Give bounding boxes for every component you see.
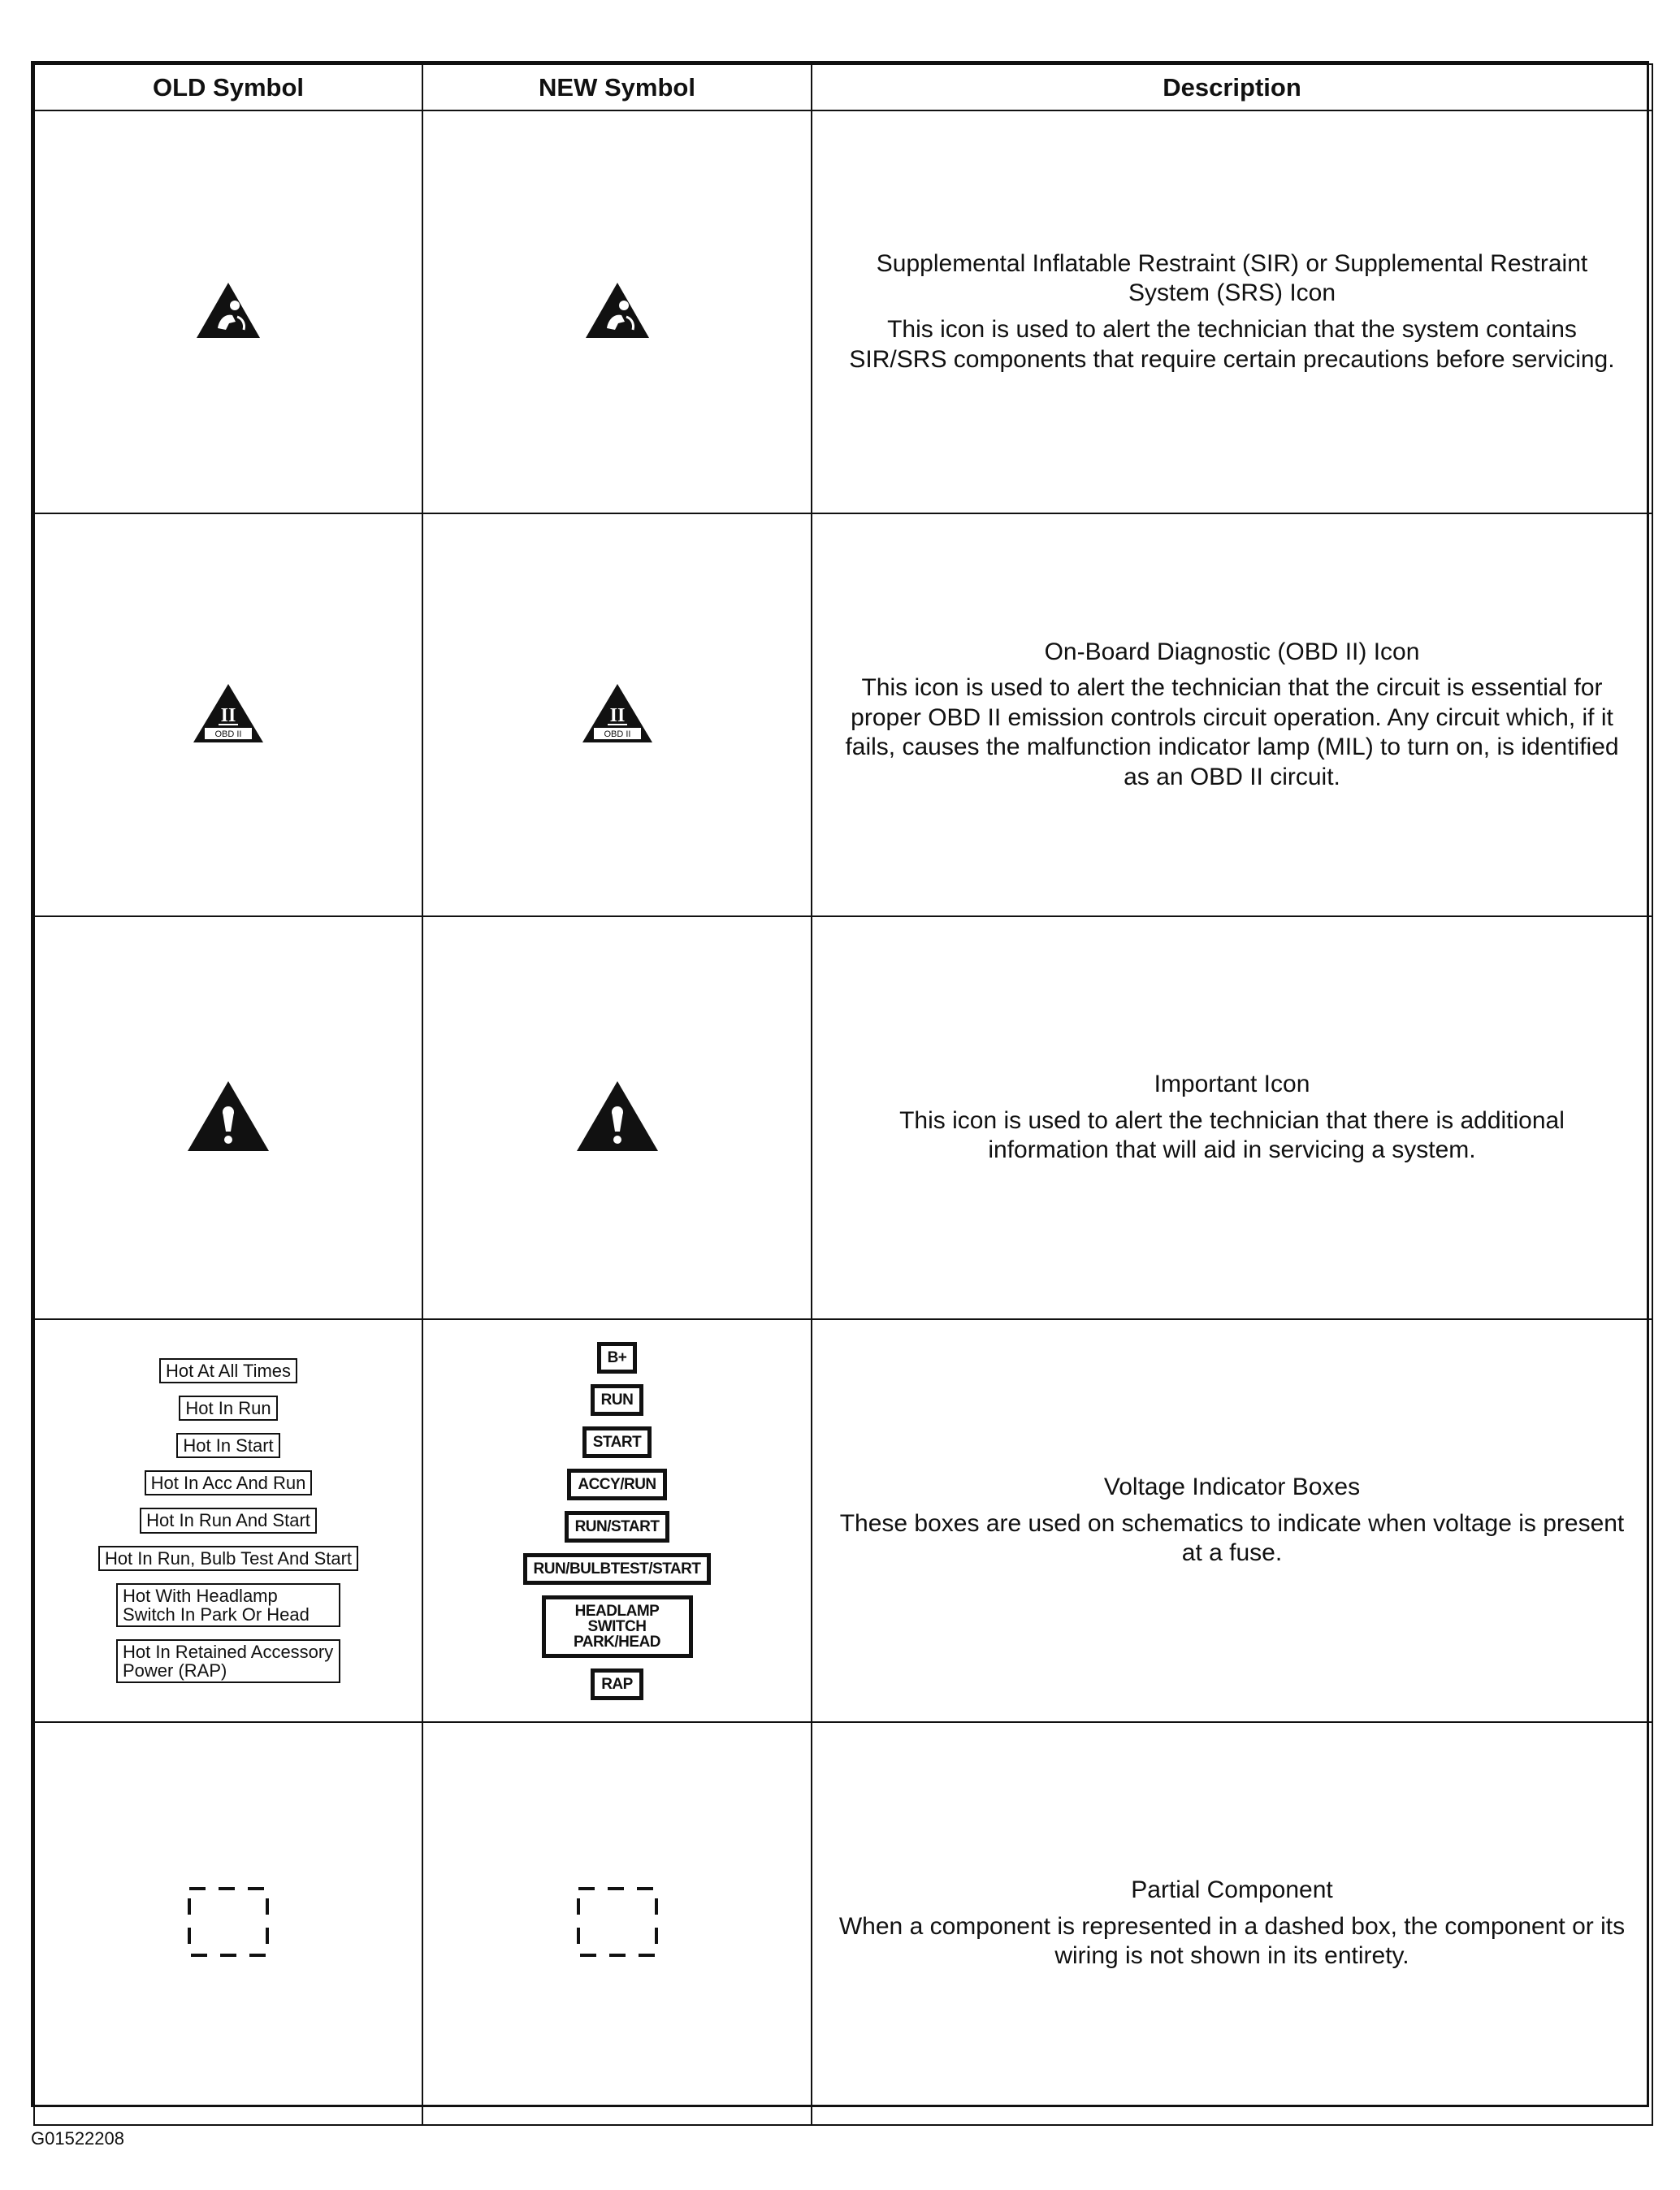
- old-symbol-cell: [34, 513, 422, 916]
- voltage-box-old: Hot In Retained Accessory Power (RAP): [116, 1639, 340, 1683]
- description-body: This icon is used to alert the technician that the circuit is essential for proper OBD II emission controls circuit operation. Any circuit which, if it fails, causes the malfunction indicator lamp (MIL) to turn on, is identified as an OBD II circuit.: [845, 674, 1619, 790]
- table-header-row: [34, 64, 1652, 110]
- description-body: This icon is used to alert the technician that there is additional information that will aid in servicing a system.: [899, 1106, 1565, 1164]
- voltage-box-old: Hot In Run, Bulb Test And Start: [98, 1546, 358, 1571]
- airbag-warning-triangle-icon: [195, 281, 262, 344]
- table-row: [34, 110, 1652, 513]
- header-description: Description: [812, 64, 1652, 110]
- new-voltage-box-list: [423, 1338, 811, 1704]
- voltage-box-new: B+: [597, 1342, 638, 1374]
- voltage-box-old: Hot At All Times: [159, 1358, 297, 1383]
- obd-ii-triangle-icon: [192, 682, 265, 748]
- voltage-box-old: Hot In Start: [176, 1433, 279, 1458]
- voltage-box-new: RUN/BULBTEST/START: [523, 1553, 712, 1585]
- new-symbol-cell: [422, 1319, 812, 1722]
- important-exclamation-triangle-icon: [575, 1080, 660, 1157]
- obd-ii-triangle-icon: [581, 682, 654, 748]
- description-title: Voltage Indicator Boxes: [1103, 1474, 1361, 1501]
- description-body: These boxes are used on schematics to indicate when voltage is present at a fuse.: [839, 1509, 1625, 1567]
- old-symbol-cell: [34, 916, 422, 1319]
- description-cell: [812, 1319, 1652, 1722]
- table-row: [34, 513, 1652, 916]
- voltage-box-old: Hot In Run And Start: [140, 1508, 317, 1533]
- description-cell: [812, 916, 1652, 1319]
- voltage-box-new: RUN/START: [565, 1511, 670, 1543]
- description-body: This icon is used to alert the technician that the system contains SIR/SRS components that require certain precautions before servicing.: [849, 316, 1615, 373]
- table-row: [34, 1722, 1652, 2125]
- voltage-box-new: START: [582, 1426, 652, 1458]
- symbol-table: [33, 63, 1653, 2126]
- voltage-box-new: RAP: [591, 1668, 643, 1700]
- description-body: When a component is represented in a dashed box, the component or its wiring is not shown in its entirety.: [838, 1912, 1626, 1970]
- description-title: Partial Component: [1131, 1876, 1333, 1904]
- airbag-warning-triangle-icon: [584, 281, 651, 344]
- old-voltage-box-list: [35, 1353, 422, 1688]
- dashed-box-icon: [575, 1885, 660, 1963]
- old-symbol-cell: [34, 1722, 422, 2125]
- old-symbol-cell: [34, 1319, 422, 1722]
- obd-label: OBD II: [214, 729, 242, 739]
- header-new-symbol: NEW Symbol: [422, 64, 812, 110]
- figure-code: G01522208: [31, 2128, 124, 2149]
- description-title: Supplemental Inflatable Restraint (SIR) or Supplemental Restraint System (SRS) Icon: [876, 249, 1588, 307]
- new-symbol-cell: [422, 513, 812, 916]
- description-title: On-Board Diagnostic (OBD II) Icon: [1044, 638, 1420, 665]
- table-row: [34, 916, 1652, 1319]
- voltage-box-old: Hot In Run: [179, 1396, 277, 1421]
- voltage-box-old: Hot In Acc And Run: [145, 1470, 313, 1495]
- new-symbol-cell: [422, 110, 812, 513]
- obd-roman-numeral: II: [220, 704, 236, 726]
- symbol-table-frame: [31, 61, 1649, 2107]
- description-title: Important Icon: [1154, 1071, 1310, 1098]
- voltage-box-old: Hot With Headlamp Switch In Park Or Head: [116, 1583, 340, 1627]
- table-row: [34, 1319, 1652, 1722]
- dashed-box-icon: [186, 1885, 271, 1963]
- voltage-box-new: HEADLAMP SWITCH PARK/HEAD: [542, 1595, 693, 1658]
- voltage-box-new: RUN: [591, 1384, 644, 1416]
- description-cell: [812, 1722, 1652, 2125]
- old-symbol-cell: [34, 110, 422, 513]
- obd-label: OBD II: [603, 729, 631, 739]
- new-symbol-cell: [422, 1722, 812, 2125]
- new-symbol-cell: [422, 916, 812, 1319]
- description-cell: [812, 513, 1652, 916]
- description-cell: [812, 110, 1652, 513]
- obd-roman-numeral: II: [609, 704, 625, 726]
- important-exclamation-triangle-icon: [186, 1080, 271, 1157]
- header-old-symbol: OLD Symbol: [34, 64, 422, 110]
- voltage-box-new: ACCY/RUN: [567, 1469, 666, 1500]
